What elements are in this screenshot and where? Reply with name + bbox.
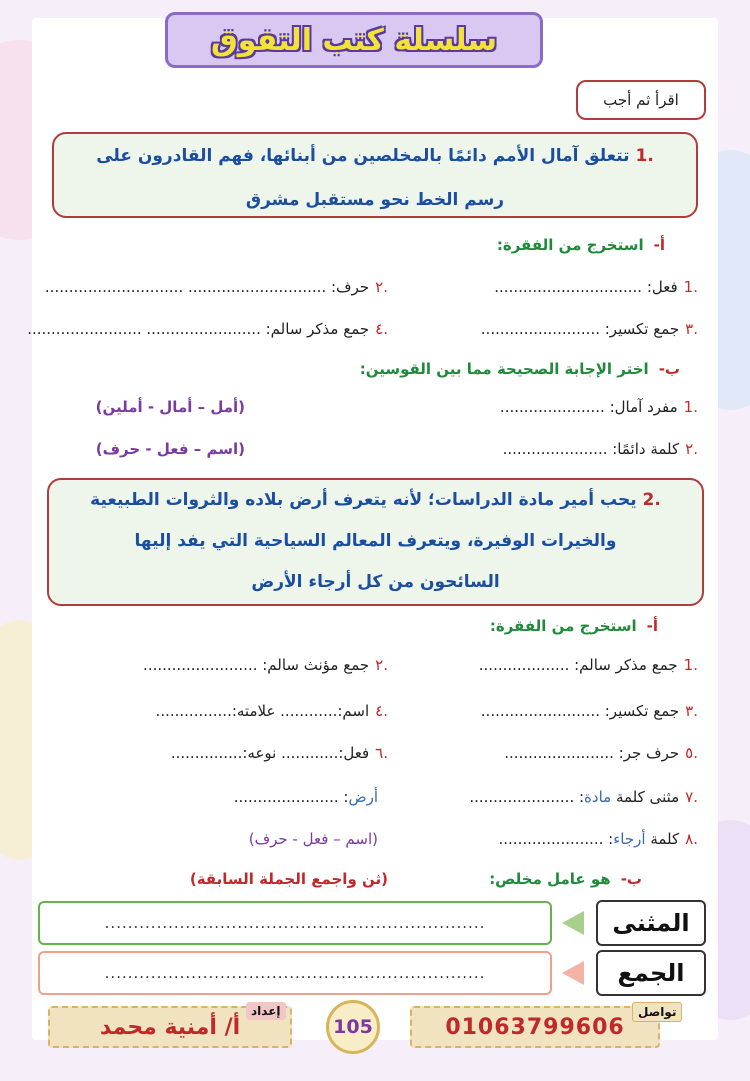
choice-options: (اسم – فعل - حرف) [95,440,245,458]
instruction-box: اقرأ ثم أجب [576,80,706,120]
contact-phone: 01063799606 [410,1006,660,1048]
question-item: .٤اسم:............ علامته:................ [155,702,388,720]
question-item: .1فعل: ............................... [494,278,698,296]
section-heading: ب-اختر الإجابة الصحيحة مما بين القوسين: [359,360,680,378]
question-item: .٣جمع تكسير: ......................... [480,702,698,720]
author-tag: إعداد [246,1002,286,1020]
contact-tag: تواصل [632,1002,682,1022]
question-item: .٨كلمة أرجاء: ...................... [498,830,698,848]
question-item: أرض: ...................... [233,788,378,806]
question-item: .٦فعل:............ نوعه:............... [170,744,388,762]
passage-number: .1 [635,146,654,166]
passage-line: يحب أمير مادة الدراسات؛ لأنه يتعرف أرض بلاده والثروات الطبيعية [90,490,637,510]
passage-line: تتعلق آمال الأمم دائمًا بالمخلصين من أبنائها، فهم القادرون على [96,146,630,166]
passage-1 [52,132,698,218]
section-heading: أ-استخرج من الفقرة: [489,617,658,635]
passage-line: والخيرات الوفيرة، ويتعرف المعالم السياحية التي يفد إليها [134,531,617,551]
choice-options: (أمل – أمال - أملين) [95,398,245,416]
arrow-left-icon [562,961,584,985]
section-heading: ب-هو عامل مخلص: [489,870,642,888]
plural-answer-line[interactable]: .................................................................. [38,951,552,995]
question-item: .1جمع مذكر سالم: ................... [478,656,698,674]
question-item: .٧مثنى كلمة مادة: ...................... [469,788,698,806]
page-number: 105 [326,1000,380,1054]
passage-line: السائحون من كل أرجاء الأرض [251,572,500,592]
question-item: .٢حرف: ............................. ............................. [44,278,388,296]
passage-2 [47,478,704,606]
arrow-left-icon [562,911,584,935]
series-title: سلسلة كتب التفوق [165,12,543,68]
choice-item: .1مفرد آمال: ...................... [499,398,698,416]
dual-label: المثنى [596,900,706,946]
choice-options: (اسم – فعل - حرف) [248,830,378,848]
question-item: .٢جمع مؤنث سالم: ........................ [143,656,388,674]
plural-label: الجمع [596,950,706,996]
passage-number: .2 [642,490,661,510]
dual-answer-line[interactable]: .................................................................. [38,901,552,945]
choice-item: .٢كلمة دائمًا: ...................... [502,440,698,458]
section-heading: أ-استخرج من الفقرة: [496,236,665,254]
question-item: .٣جمع تكسير: ......................... [480,320,698,338]
author-name: أ/ أمنية محمد [48,1006,292,1048]
section-note: (ثن واجمع الجملة السابقة) [189,870,388,888]
passage-line: رسم الخط نحو مستقبل مشرق [245,190,505,210]
question-item: .٥حرف جر: ....................... [504,744,698,762]
question-item: .٤جمع مذكر سالم: ........................ ........................ [27,320,388,338]
